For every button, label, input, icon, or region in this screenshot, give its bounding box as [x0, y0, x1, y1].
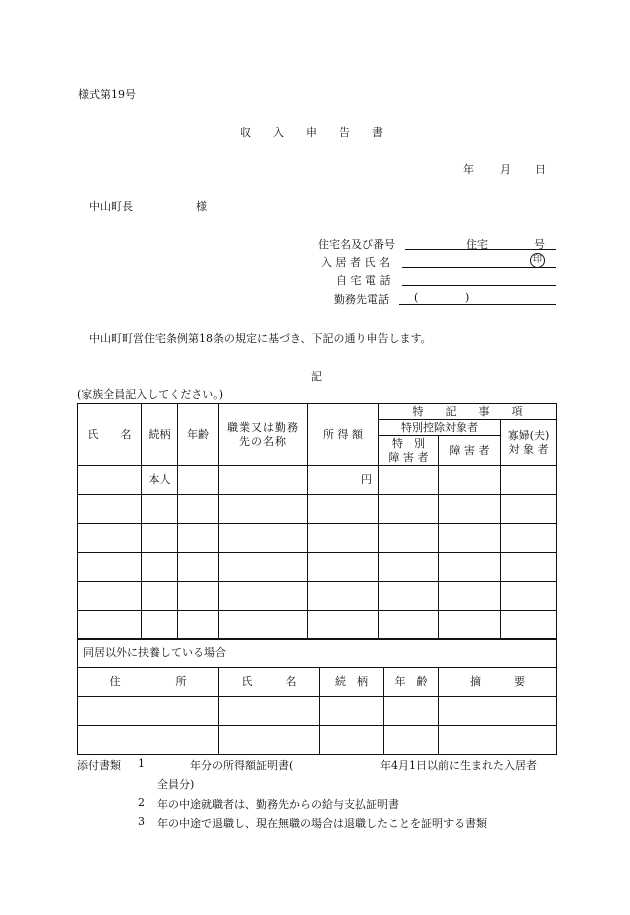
housing-suffix: 号	[534, 238, 545, 251]
cell[interactable]	[439, 726, 557, 755]
cell[interactable]	[384, 726, 439, 755]
family-table	[77, 403, 557, 640]
work-phone-paren-close: )	[465, 291, 470, 304]
attachment-1-text-c: 全員分)	[157, 778, 195, 791]
attachment-1-text-b: 年4月1日以前に生まれた入居者	[380, 759, 537, 772]
cell-occupation[interactable]	[219, 466, 308, 495]
work-phone-field-line[interactable]	[399, 304, 556, 305]
cell[interactable]	[219, 697, 320, 726]
header-disabled: 障 害 者	[439, 436, 501, 466]
header-dependent-relation: 続 柄	[320, 668, 384, 697]
cell-relation: 本人	[142, 466, 178, 495]
cell[interactable]	[78, 726, 219, 755]
cell[interactable]	[142, 524, 178, 553]
cell[interactable]	[439, 697, 557, 726]
cell[interactable]	[320, 697, 384, 726]
header-relation: 続柄	[142, 404, 178, 466]
cell[interactable]	[439, 582, 501, 611]
cell[interactable]	[178, 495, 219, 524]
statement-text: 中山町町営住宅条例第18条の規定に基づき、下記の通り申告します。	[89, 332, 432, 345]
attachments-label: 添付書類	[77, 759, 121, 772]
header-occupation: 職業又は勤務先の名称	[219, 404, 308, 466]
table-row	[78, 697, 557, 726]
cell[interactable]	[142, 495, 178, 524]
header-dependent-name: 氏 名	[219, 668, 320, 697]
header-special: 特 記 事 項	[379, 404, 557, 420]
housing-label: 住宅名及び番号	[318, 238, 395, 251]
cell[interactable]	[219, 553, 308, 582]
table-row	[78, 726, 557, 755]
cell-name[interactable]	[78, 466, 142, 495]
cell[interactable]	[379, 582, 439, 611]
cell[interactable]	[308, 582, 379, 611]
table-row	[78, 466, 557, 495]
cell[interactable]	[219, 582, 308, 611]
cell[interactable]	[142, 611, 178, 640]
cell[interactable]	[178, 582, 219, 611]
cell-age[interactable]	[178, 466, 219, 495]
cell[interactable]	[308, 553, 379, 582]
header-deduction: 特別控除対象者	[379, 420, 501, 436]
cell-income: 円	[308, 466, 379, 495]
form-number: 様式第19号	[78, 88, 136, 101]
cell[interactable]	[78, 611, 142, 640]
header-address: 住 所	[78, 668, 219, 697]
cell[interactable]	[379, 495, 439, 524]
header-note: 摘 要	[439, 668, 557, 697]
dependents-table	[77, 638, 557, 755]
addressee-name: 中山町長	[89, 200, 133, 213]
cell[interactable]	[142, 553, 178, 582]
header-income: 所 得 額	[308, 404, 379, 466]
cell[interactable]	[320, 726, 384, 755]
table-row	[78, 524, 557, 553]
cell[interactable]	[501, 611, 557, 640]
cell[interactable]	[379, 611, 439, 640]
cell[interactable]	[78, 553, 142, 582]
resident-field-line[interactable]	[402, 267, 556, 268]
attachment-2-text: 年の中途就職者は、勤務先からの給与支払証明書	[157, 798, 399, 811]
home-phone-label: 自 宅 電 話	[336, 274, 391, 287]
attachment-3-num: 3	[138, 815, 145, 828]
cell[interactable]	[308, 495, 379, 524]
dependents-title: 同居以外に扶養している場合	[78, 639, 557, 668]
cell[interactable]	[439, 553, 501, 582]
cell[interactable]	[219, 726, 320, 755]
attachment-2-num: 2	[138, 796, 145, 809]
header-widow: 寡婦(夫) 対 象 者	[501, 420, 557, 466]
addressee-honorific: 様	[196, 200, 207, 213]
cell[interactable]	[501, 582, 557, 611]
header-special-disabled: 特 別 障 害 者	[379, 436, 439, 466]
cell[interactable]	[439, 524, 501, 553]
header-dependent-age: 年 齢	[384, 668, 439, 697]
cell[interactable]	[78, 524, 142, 553]
attachment-1-num: 1	[138, 757, 145, 770]
cell[interactable]	[219, 611, 308, 640]
date-day: 日	[535, 163, 546, 176]
form-title: 収 入 申 告 書	[240, 126, 383, 139]
table-row	[78, 611, 557, 640]
ki-mark: 記	[311, 370, 322, 383]
instruction-text: (家族全員記入してください。)	[77, 388, 224, 401]
table-row	[78, 495, 557, 524]
cell[interactable]	[439, 611, 501, 640]
cell[interactable]	[501, 524, 557, 553]
cell[interactable]	[178, 524, 219, 553]
housing-mid: 住宅	[466, 238, 488, 251]
attachment-1-text-a: 年分の所得額証明書(	[190, 759, 294, 772]
seal-mark: 印	[530, 253, 545, 268]
cell[interactable]	[501, 553, 557, 582]
cell[interactable]	[379, 553, 439, 582]
table-row	[78, 582, 557, 611]
cell[interactable]	[501, 495, 557, 524]
cell[interactable]	[78, 495, 142, 524]
date-month: 月	[500, 163, 511, 176]
resident-label: 入 居 者 氏 名	[321, 256, 390, 269]
cell-special-disabled[interactable]	[379, 466, 439, 495]
cell[interactable]	[384, 697, 439, 726]
cell[interactable]	[379, 524, 439, 553]
header-name: 氏 名	[78, 404, 142, 466]
cell[interactable]	[219, 524, 308, 553]
table-row	[78, 553, 557, 582]
cell[interactable]	[178, 611, 219, 640]
work-phone-paren-open: (	[414, 291, 419, 304]
cell-disabled[interactable]	[439, 466, 501, 495]
home-phone-field-line[interactable]	[402, 285, 556, 286]
cell[interactable]	[142, 582, 178, 611]
cell[interactable]	[308, 524, 379, 553]
header-age: 年齢	[178, 404, 219, 466]
date-year: 年	[463, 163, 474, 176]
cell[interactable]	[439, 495, 501, 524]
cell[interactable]	[78, 697, 219, 726]
cell[interactable]	[219, 495, 308, 524]
cell[interactable]	[308, 611, 379, 640]
cell[interactable]	[78, 582, 142, 611]
cell[interactable]	[178, 553, 219, 582]
attachment-3-text: 年の中途で退職し、現在無職の場合は退職したことを証明する書類	[157, 817, 487, 830]
cell-widow[interactable]	[501, 466, 557, 495]
work-phone-label: 勤務先電話	[334, 293, 389, 306]
